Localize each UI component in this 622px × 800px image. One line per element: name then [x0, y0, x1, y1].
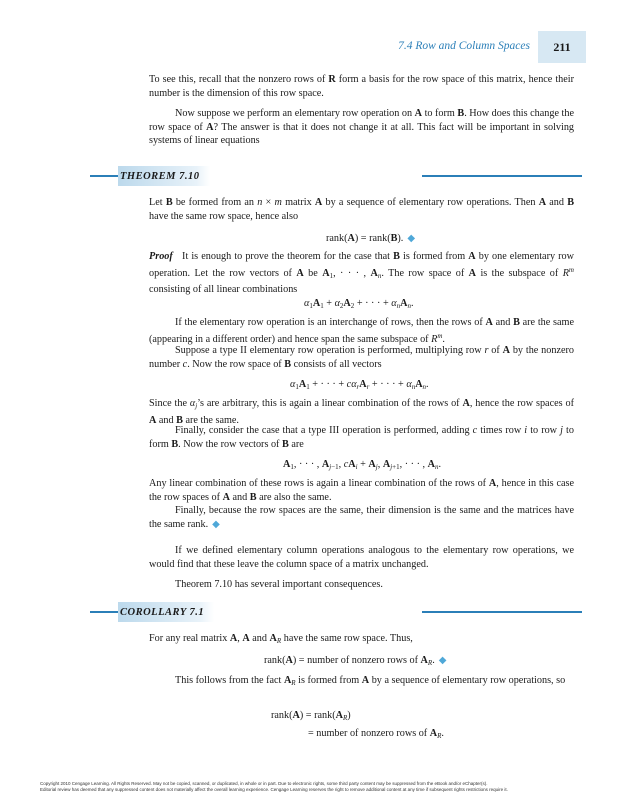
equation-rank-line-1: rank(A) = $rank(A_R)$ — [271, 710, 351, 722]
corollary-paragraph: This follows from the fact $A_R$ is formed from A by a sequence of elementary row operations, so — [175, 675, 566, 687]
footer-line-2: Editorial review has deemed that any suppressed content does not materially affect the overall learning experience. Cengage Learning reserves the right to remove additional content at any time if subsequent rights restrictions require it. — [40, 787, 508, 792]
paragraph-row-operation: Now suppose we perform an elementary row operation on A to form B. How does this change the row space of A? The answer is that it does not change it at all. This fact will be important in solving systems of linear equations — [149, 108, 575, 147]
banner-rule-left — [90, 175, 120, 177]
proof-paragraph-5: Finally, consider the case that a type III operation is performed, adding c times row i to row j to form B. Now the row vectors of B are — [149, 425, 574, 450]
copyright-footer — [40, 781, 600, 793]
corollary-banner — [90, 602, 582, 622]
banner-rule-right — [422, 175, 582, 177]
proof-paragraph-6: Any linear combination of these rows is again a linear combination of the rows of A, hence in this case the row spaces of A and B are also the same. — [149, 478, 574, 503]
banner-rule-right — [422, 611, 582, 613]
paragraph-row-basis: To see this, recall that the nonzero rows of R form a basis for the row space of this matrix, hence their number is the dimension of this row space. — [149, 74, 575, 99]
theorem-equation: rank(A) = rank(B). ◆ — [326, 233, 416, 244]
banner-rule-left — [90, 611, 120, 613]
page-number: 211 — [538, 31, 586, 63]
equation-rank-line-2: = number of nonzero rows of $A_R$. — [308, 728, 444, 740]
end-diamond-icon: ◆ — [407, 233, 416, 244]
equation-linear-combination: $\alpha_1A_1 + \alpha_2A_2$ + · · · + $\alpha_nA_n$. — [304, 298, 414, 310]
paragraph-consequences: Theorem 7.10 has several important consequences. — [175, 579, 383, 590]
theorem-banner — [90, 166, 582, 186]
proof-paragraph-1: Proof It is enough to prove the theorem for the case that B is formed from A by one elementary row operation. Let the row vectors of A be $A_1$, · · · , $A_n$. The row space of A is the subspace of $R^m$ consisting of all linear combinations — [149, 251, 574, 296]
equation-type-two: $\alpha_1A_1$ + · · · + $c\alpha_rA_r$ + · · · + $\alpha_nA_n$. — [290, 379, 429, 391]
end-diamond-icon: ◆ — [212, 518, 220, 530]
corollary-statement: For any real matrix A, A and $A_R$ have the same row space. Thus, — [149, 633, 413, 645]
equation-type-three: $A_1$, · · · , $A_{j-1}$, $cA_i + A_j$, $A_{j+1}$, · · · , $A_n$. — [283, 459, 442, 471]
proof-paragraph-4: Since the $\alpha_j’s$ are arbitrary, this is again a linear combination of the rows of A, hence the row spaces of A and B are the same. — [149, 398, 574, 426]
corollary-label: COROLLARY 7.1 — [118, 602, 214, 622]
section-title: 7.4 Row and Column Spaces — [398, 40, 530, 52]
theorem-label: THEOREM 7.10 — [118, 166, 210, 186]
paragraph-column-operations: If we defined elementary column operations analogous to the elementary row operations, we would find that these leave the column space of a matrix unchanged. — [149, 545, 574, 570]
proof-paragraph-3: Suppose a type II elementary row operation is performed, multiplying row r of A by the nonzero number c. Now the row space of B consists of all vectors — [149, 345, 574, 370]
corollary-equation: rank(A) = number of nonzero rows of $A_R$. ◆ — [264, 655, 447, 667]
footer-line-1: Copyright 2010 Cengage Learning. All Rights Reserved. May not be copied, scanned, or duplicated, in whole or in part. Due to electronic rights, some third party content may be suppressed from the eBook and/or eChapter(s). — [40, 781, 488, 786]
theorem-statement: Let B be formed from an n × m matrix A by a sequence of elementary row operations. Then A and B have the same row space, hence also — [149, 197, 575, 222]
end-diamond-icon: ◆ — [438, 655, 447, 666]
proof-paragraph-2: If the elementary row operation is an interchange of rows, then the rows of A and B are the same (appearing in a different order) and hence span the same subspace of $R^m$. — [149, 317, 574, 345]
proof-paragraph-7: Finally, because the row spaces are the same, their dimension is the same and the matrices have the same rank. ◆ — [149, 505, 574, 530]
